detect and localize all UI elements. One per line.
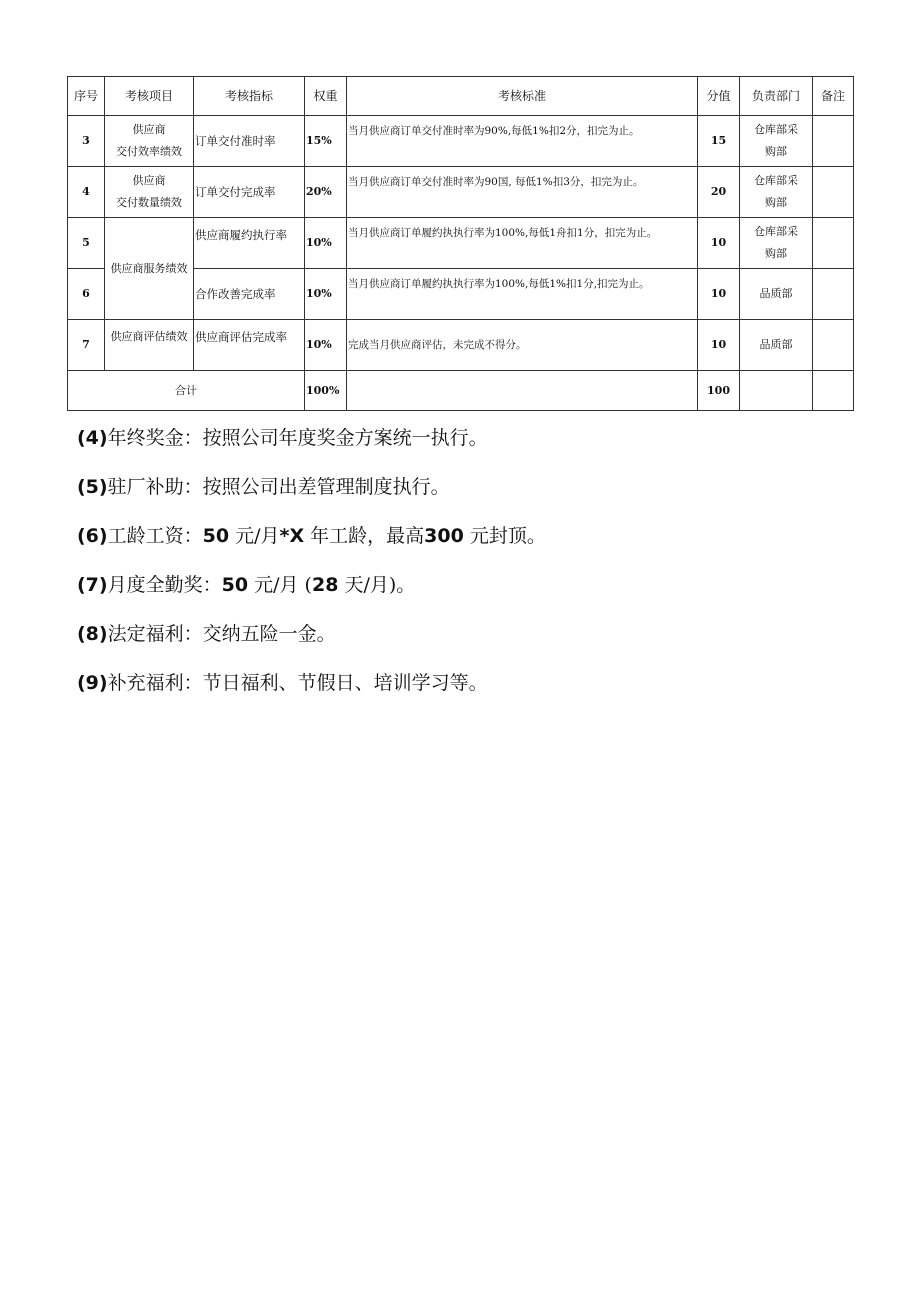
row-item: 供应商评估绩效 (105, 320, 194, 371)
row-score: 10 (698, 218, 740, 269)
header-remark: 备注 (813, 77, 854, 116)
row-standard: 当月供应商订单履约执执行率为100%,每低1舟扣1分，扣完为止。 (347, 218, 698, 269)
row-standard: 当月供应商订单履约执执行率为100%,每低1%扣1分,扣完为止。 (347, 269, 698, 320)
term-9: (9)补充福利：节日福利、节假日、培训学习等。 (77, 672, 488, 694)
row-dept: 仓库部采 购部 (740, 116, 813, 167)
header-standard: 考核标准 (347, 77, 698, 116)
header-dept: 负责部门 (740, 77, 813, 116)
total-dept-empty (740, 371, 813, 411)
term-6: (6)工龄工资：50 元/月*X 年工龄，最高300 元封顶。 (77, 525, 546, 547)
row-no: 3 (68, 116, 105, 167)
term-8: (8)法定福利：交纳五险一金。 (77, 623, 336, 645)
row-weight: 20% (305, 167, 347, 218)
table-row (68, 116, 854, 167)
header-no: 序号 (68, 77, 105, 116)
row-item: 供应商 交付数量绩效 (105, 167, 194, 218)
table-header-row (68, 77, 854, 116)
term-5: (5)驻厂补助：按照公司出差管理制度执行。 (77, 476, 450, 498)
table-row (68, 167, 854, 218)
term-4: (4)年终奖金：按照公司年度奖金方案统一执行。 (77, 427, 488, 449)
header-score: 分值 (698, 77, 740, 116)
row-weight: 10% (305, 269, 347, 320)
benefit-terms (77, 420, 857, 714)
table-total-row (68, 371, 854, 411)
row-score: 20 (698, 167, 740, 218)
total-label: 合计 (68, 371, 305, 411)
row-score: 15 (698, 116, 740, 167)
total-standard-empty (347, 371, 698, 411)
row-indicator: 订单交付准时率 (194, 116, 305, 167)
row-remark (813, 167, 854, 218)
row-item: 供应商 交付效率绩效 (105, 116, 194, 167)
row-standard: 当月供应商订单交付准时率为90%,每低1%扣2分，扣完为止。 (347, 116, 698, 167)
row-dept: 品质部 (740, 320, 813, 371)
total-score: 100 (698, 371, 740, 411)
row-remark (813, 269, 854, 320)
row-indicator: 供应商履约执行率 (194, 218, 305, 269)
row-remark (813, 320, 854, 371)
header-weight: 权重 (305, 77, 347, 116)
row-no: 6 (68, 269, 105, 320)
total-remark-empty (813, 371, 854, 411)
row-standard: 完成当月供应商评估，未完成不得分。 (347, 320, 698, 371)
row-indicator: 供应商评估完成率 (194, 320, 305, 371)
row-dept: 仓库部采 购部 (740, 167, 813, 218)
row-no: 5 (68, 218, 105, 269)
row-no: 7 (68, 320, 105, 371)
row-dept: 品质部 (740, 269, 813, 320)
row-weight: 10% (305, 218, 347, 269)
table-row (68, 320, 854, 371)
row-no: 4 (68, 167, 105, 218)
row-indicator: 合作改善完成率 (194, 269, 305, 320)
row-remark (813, 116, 854, 167)
row-indicator: 订单交付完成率 (194, 167, 305, 218)
header-indicator: 考核指标 (194, 77, 305, 116)
row-remark (813, 218, 854, 269)
row-score: 10 (698, 320, 740, 371)
row-weight: 10% (305, 320, 347, 371)
term-7: (7)月度全勤奖：50 元/月 (28 天/月)。 (77, 574, 416, 596)
row-dept: 仓库部采 购部 (740, 218, 813, 269)
row-standard: 当月供应商订单交付准时率为90国, 每低1%扣3分，扣完为止。 (347, 167, 698, 218)
row-weight: 15% (305, 116, 347, 167)
table-row (68, 218, 854, 269)
total-weight: 100% (305, 371, 347, 411)
assessment-table (67, 76, 854, 411)
header-item: 考核项目 (105, 77, 194, 116)
row-score: 10 (698, 269, 740, 320)
row-item-merged: 供应商服务绩效 (105, 218, 194, 320)
